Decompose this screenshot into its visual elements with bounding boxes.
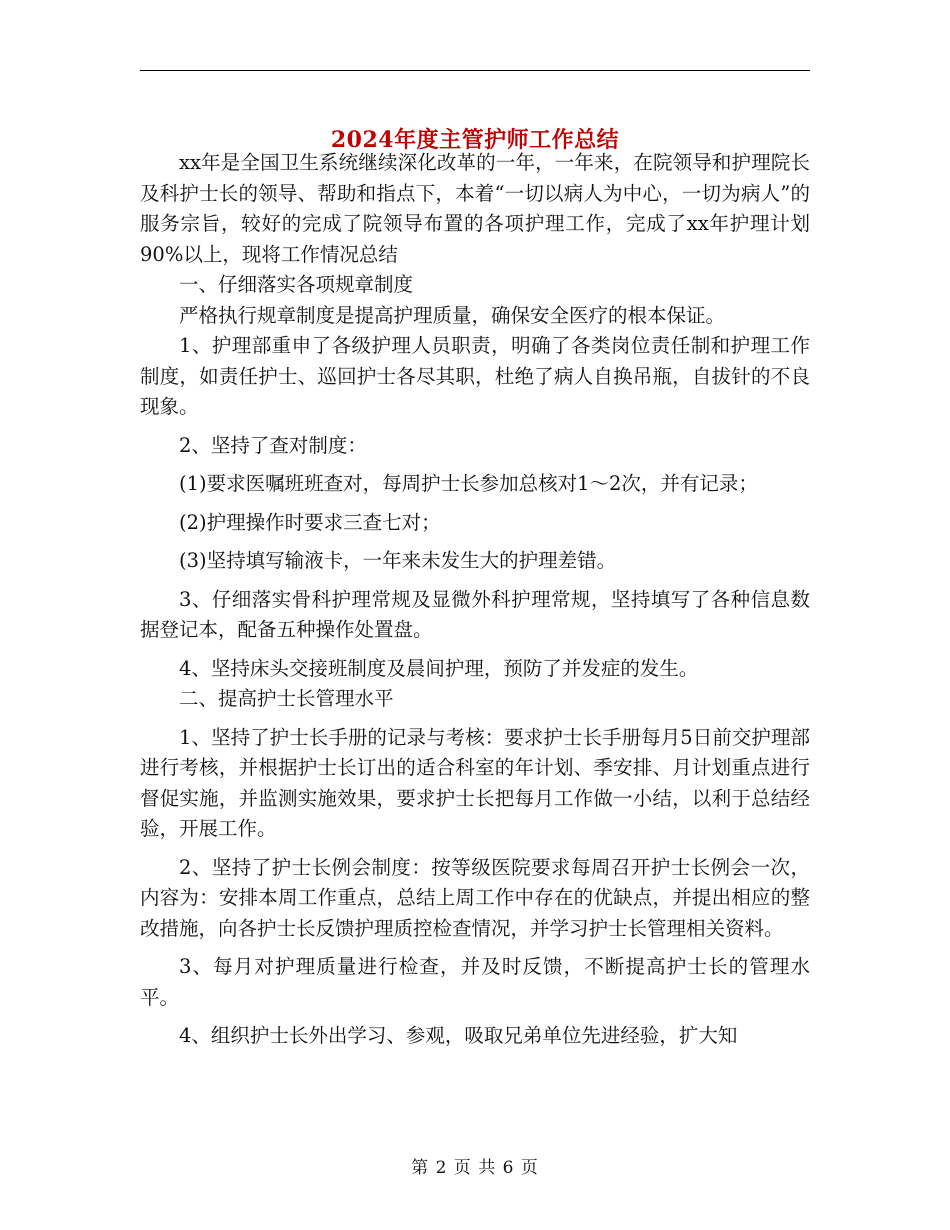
- paragraph: (2)护理操作时要求三查七对；: [179, 510, 441, 534]
- paragraph: 3、仔细落实骨科护理常规及显微外科护理常规，坚持填写了各种信息数据登记本，配备五种操作处置盘。: [140, 587, 810, 641]
- paragraph: (1)要求医嘱班班查对，每周护士长参加总核对1～2次，并有记录；: [179, 472, 758, 495]
- paragraph: 2、坚持了护士长例会制度：按等级医院要求每周召开护士长例会一次，内容为：安排本周工作重点，总结上周工作中存在的优缺点，并提出相应的整改措施，向各护士长反馈护理质控检查情况，并学习护士长管理相关资料。: [140, 855, 810, 940]
- header-rule: [140, 70, 810, 71]
- paragraph: xx年是全国卫生系统继续深化改革的一年，一年来，在院领导和护理院长及科护士长的领导、帮助和指点下，本着“一切以病人为中心，一切为病人”的服务宗旨，较好的完成了院领导布置的各项护理工作，完成了xx年护理计划90%以上，现将工作情况总结: [140, 151, 810, 266]
- paragraph: 二、提高护士长管理水平: [179, 687, 394, 710]
- document-body: [140, 148, 810, 1052]
- paragraph: 1、护理部重申了各级护理人员职责，明确了各类岗位责任制和护理工作制度，如责任护士、巡回护士各尽其职，杜绝了病人自换吊瓶，自拔针的不良现象。: [140, 334, 810, 418]
- paragraph: 严格执行规章制度是提高护理质量，确保安全医疗的根本保证。: [179, 303, 726, 327]
- paragraph: 2、坚持了查对制度：: [179, 433, 367, 457]
- document-title: 2024年度主管护师工作总结: [330, 126, 620, 153]
- paragraph: 一、仔细落实各项规章制度: [179, 273, 414, 296]
- paragraph: 4、组织护士长外出学习、参观，吸取兄弟单位先进经验，扩大知: [179, 1024, 738, 1047]
- paragraph: 3、每月对护理质量进行检查，并及时反馈，不断提高护士长的管理水平。: [140, 955, 810, 1009]
- paragraph: (3)坚持填写输液卡，一年来未发生大的护理差错。: [179, 549, 617, 572]
- page-number-footer: 第 2 页 共 6 页: [411, 1158, 539, 1178]
- paragraph: 1、坚持了护士长手册的记录与考核：要求护士长手册每月5日前交护理部进行考核，并根据护士长订出的适合科室的年计划、季安排、月计划重点进行督促实施，并监测实施效果，要求护士长把每月工作做一小结，以利于总结经验，开展工作。: [140, 725, 810, 840]
- paragraph: 4、坚持床头交接班制度及晨间护理，预防了并发症的发生。: [179, 656, 699, 680]
